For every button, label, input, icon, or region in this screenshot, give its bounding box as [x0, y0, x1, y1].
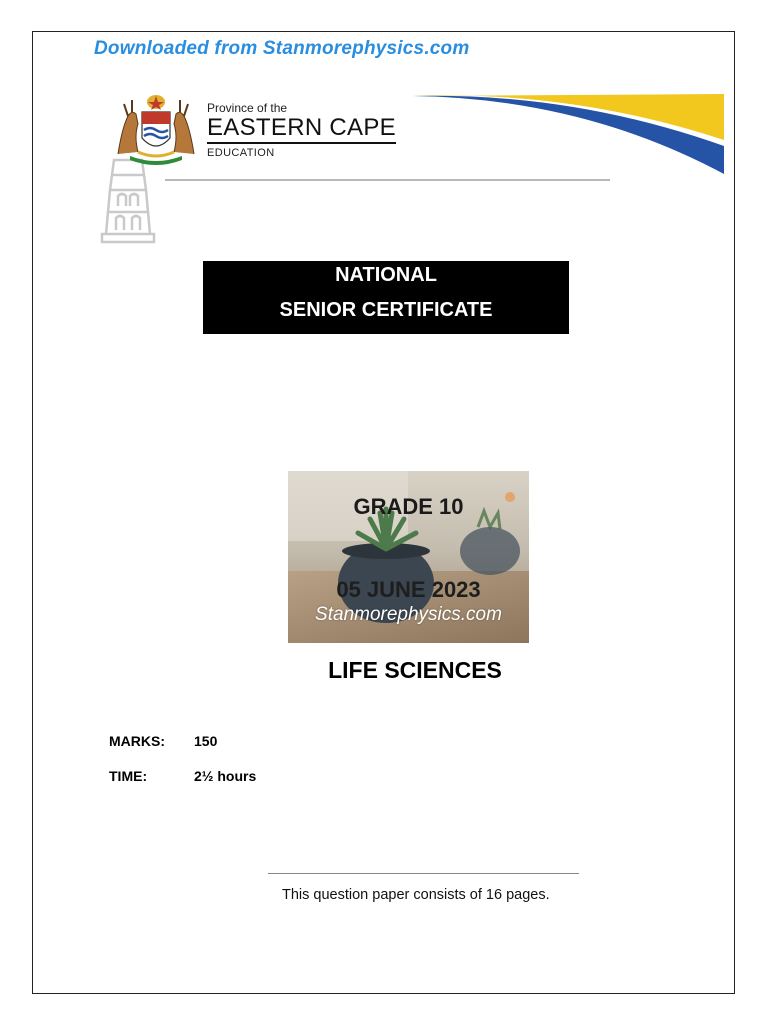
cover-photo: [288, 471, 529, 643]
flag-swoosh-icon: [412, 94, 724, 176]
time-value: 2½ hours: [194, 768, 257, 784]
grade-label: GRADE 10: [353, 494, 464, 519]
province-name: EASTERN CAPE: [207, 115, 396, 144]
certificate-line-2: SENIOR CERTIFICATE: [279, 299, 493, 321]
certificate-title-box: [203, 261, 569, 334]
page-count-note: This question paper consists of 16 pages.: [282, 887, 550, 903]
footer-rule: [268, 873, 579, 874]
certificate-line-1: NATIONAL: [335, 264, 437, 286]
watermark-text: Stanmorephysics.com: [315, 604, 502, 625]
department-name: EDUCATION: [207, 147, 275, 159]
province-small-text: Province of the: [207, 101, 288, 115]
coat-of-arms-icon: [108, 94, 204, 166]
time-label: TIME:: [109, 768, 148, 784]
exam-date: 05 JUNE 2023: [336, 577, 481, 602]
province-logo-text: [207, 102, 396, 159]
marks-label: MARKS:: [109, 733, 165, 749]
marks-value: 150: [194, 733, 218, 749]
download-banner[interactable]: Downloaded from Stanmorephysics.com: [94, 38, 470, 59]
header-rule: [165, 179, 610, 181]
subject-title: LIFE SCIENCES: [328, 657, 502, 683]
